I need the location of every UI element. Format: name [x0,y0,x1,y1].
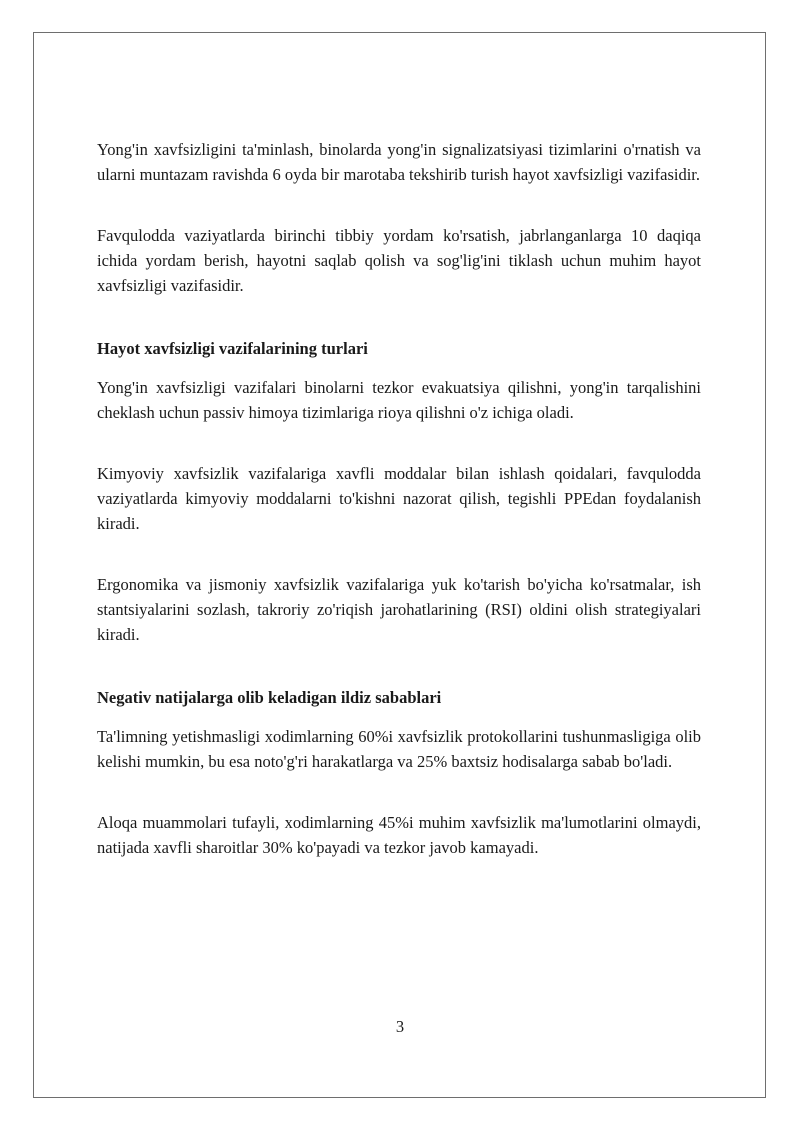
section-heading-duty-types: Hayot xavfsizligi vazifalarining turlari [97,339,368,358]
page-number: 3 [395,1017,405,1036]
section-heading-root-causes: Negativ natijalarga olib keladigan ildiz sabablari [97,688,442,707]
paragraph-fire-safety-duties: Yong'in xavfsizligi vazifalari binolarni tezkor evakuatsiya qilishni, yong'in tarqalishini cheklash uchun passiv himoya tizimlariga rioya qilishni o'z ichiga oladi. [97,378,701,422]
paragraph-fire-safety-alarms: Yong'in xavfsizligini ta'minlash, binolarda yong'in signalizatsiyasi tizimlarini o'rnatish va ularni muntazam ravishda 6 oyda bir marotaba tekshirib turish hayot xavfsizligi vazifasidir. [97,140,701,184]
paragraph-communication-issues: Aloqa muammolari tufayli, xodimlarning 45%i muhim xavfsizlik ma'lumotlarini olmaydi, natijada xavfli sharoitlar 30% ko'payadi va tezkor javob kamayadi. [97,813,701,857]
paragraph-first-aid: Favqulodda vaziyatlarda birinchi tibbiy yordam ko'rsatish, jabrlanganlarga 10 daqiqa ichida yordam berish, hayotni saqlab qolish va sog'lig'ini tiklash uchun muhim hayot xavfsizligi vazifasidir. [97,226,701,295]
paragraph-chemical-safety: Kimyoviy xavfsizlik vazifalariga xavfli moddalar bilan ishlash qoidalari, favqulodda vaziyatlarda kimyoviy moddalarni to'kishni nazorat qilish, tegishli PPEdan foydalanish kiradi. [97,464,701,533]
paragraph-ergonomics: Ergonomika va jismoniy xavfsizlik vazifalariga yuk ko'tarish bo'yicha ko'rsatmalar, ish stantsiyalarini sozlash, takroriy zo'riqish jarohatlarining (RSI) oldini olish strategiyalari kiradi. [97,575,701,644]
document-body [97,137,701,860]
paragraph-training-gap: Ta'limning yetishmasligi xodimlarning 60%i xavfsizlik protokollarini tushunmasligiga olib kelishi mumkin, bu esa noto'g'ri harakatlarga va 25% baxtsiz hodisalarga sabab bo'ladi. [97,727,701,771]
